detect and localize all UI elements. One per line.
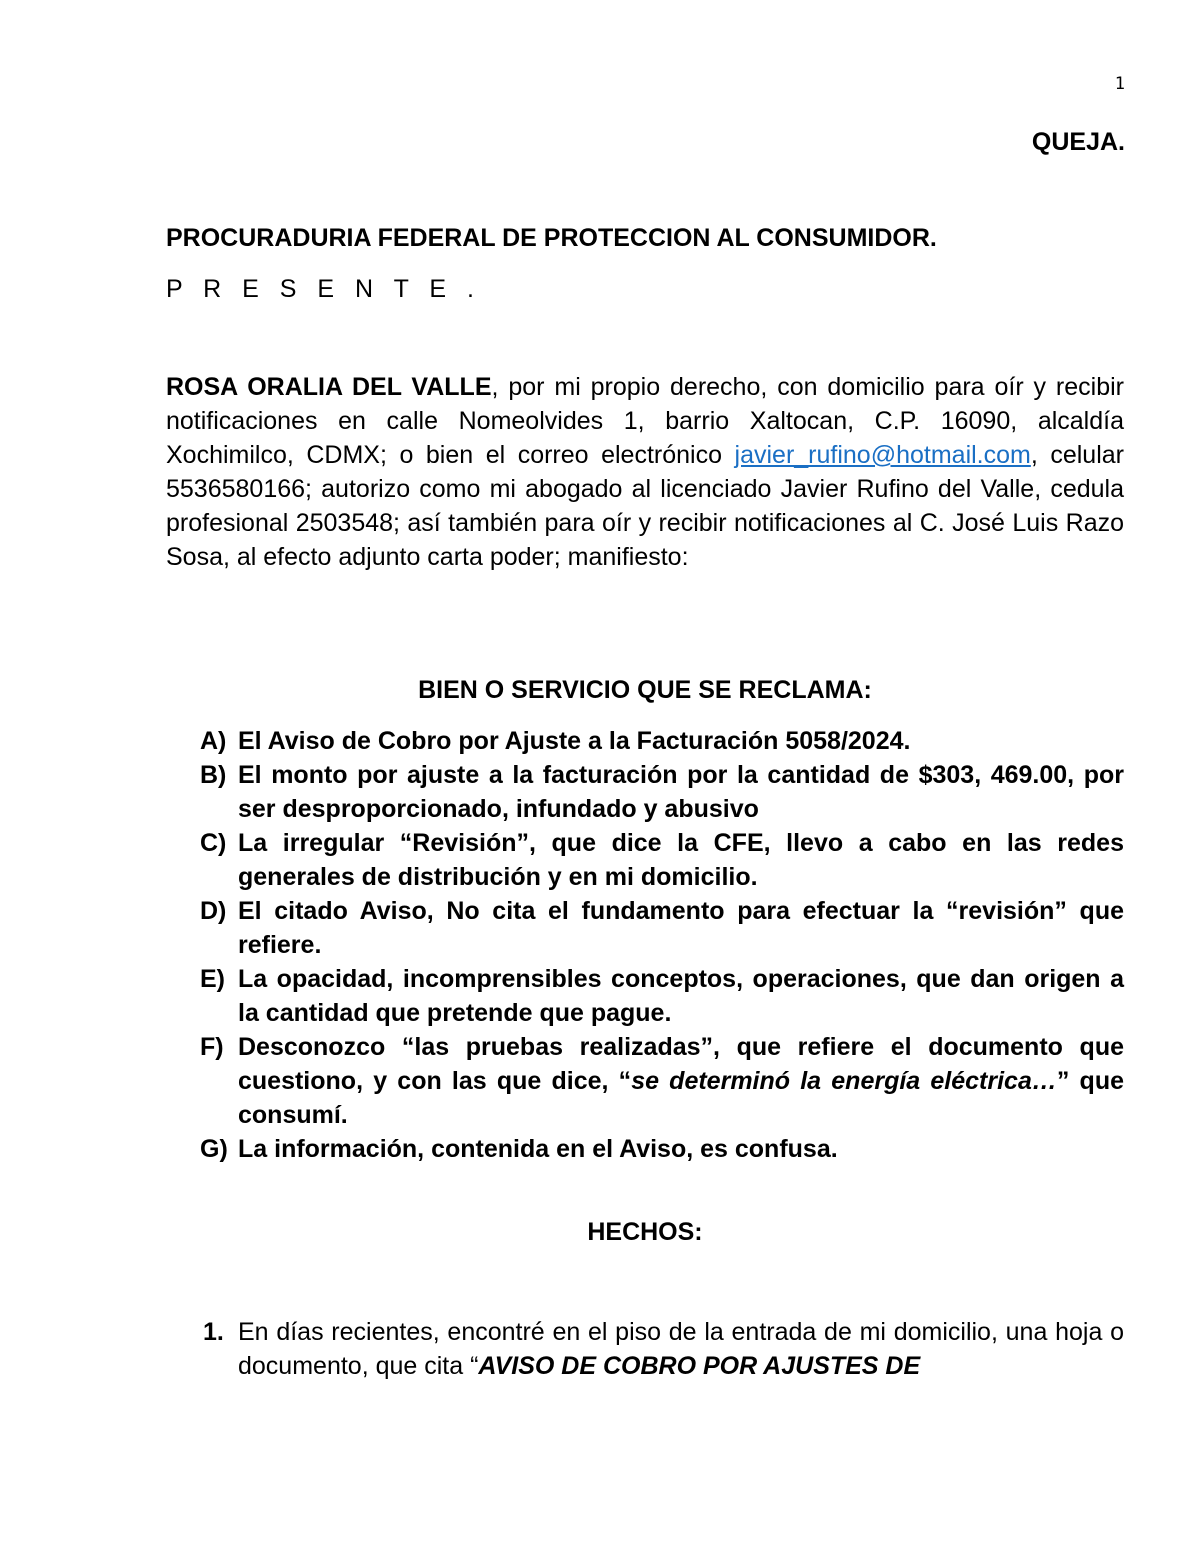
addressee: PROCURADURIA FEDERAL DE PROTECCION AL CONSUMIDOR.: [166, 224, 937, 252]
claim-item-f: [200, 1030, 1124, 1132]
claim-marker: B): [200, 761, 227, 789]
presente-line: P R E S E N T E .: [166, 275, 481, 303]
claim-item-e: [200, 962, 1124, 1030]
claim-text: La información, contenida en el Aviso, es confusa.: [238, 1135, 838, 1163]
intro-text-after-email: , celular 5536580166; autorizo como mi abogado al licenciado Javier Rufino del Valle, cedula profesional 2503548; así también para oír y recibir notificaciones al C. José Luis Razo Sosa, al efecto adjunto carta poder; manifiesto:: [166, 441, 1124, 571]
complainant-name: ROSA ORALIA DEL VALLE: [166, 373, 492, 401]
claim-text: El Aviso de Cobro por Ajuste a la Facturación 5058/2024.: [238, 727, 911, 755]
fact-text: En días recientes, encontré en el piso de la entrada de mi domicilio, una hoja o documento, que cita “: [238, 1318, 1124, 1380]
claim-marker: G): [200, 1135, 228, 1163]
claim-item-g: [200, 1132, 1124, 1166]
claim-marker: D): [200, 897, 227, 925]
claim-marker: F): [200, 1033, 224, 1061]
email-link[interactable]: javier_rufino@hotmail.com: [734, 441, 1031, 469]
claim-text-before: Desconozco “las pruebas realizadas”, que refiere el documento que cuestiono, y con las que dice, “: [238, 1033, 1124, 1095]
intro-text-before-email: , por mi propio derecho, con domicilio para oír y recibir notificaciones en calle Nomeolvides 1, barrio Xaltocan, C.P. 16090, alcaldía Xochimilco, CDMX; o bien el correo electrónico: [166, 373, 1124, 469]
document-title: QUEJA.: [1031, 128, 1125, 156]
claim-text: La irregular “Revisión”, que dice la CFE, llevo a cabo en las redes generales de distribución y en mi domicilio.: [238, 829, 1124, 891]
facts-list: [200, 1315, 1124, 1383]
claim-marker: A): [200, 727, 227, 755]
claim-item-a: [200, 724, 1124, 758]
fact-quote-title: AVISO DE COBRO POR AJUSTES DE: [478, 1352, 921, 1380]
claim-marker: C): [200, 829, 227, 857]
claim-text-italic: se determinó la energía eléctrica…: [631, 1067, 1057, 1095]
page-number: 1: [1114, 74, 1125, 94]
claim-marker: E): [200, 965, 225, 993]
claim-item-c: [200, 826, 1124, 894]
intro-paragraph: [166, 370, 1124, 574]
claims-list: [200, 724, 1124, 1166]
claim-text-after: ” que consumí.: [238, 1067, 1124, 1129]
claim-item-b: [200, 758, 1124, 826]
facts-heading: HECHOS:: [587, 1218, 703, 1246]
claim-text: La opacidad, incomprensibles conceptos, operaciones, que dan origen a la cantidad que pretende que pague.: [238, 965, 1124, 1027]
claim-text: El citado Aviso, No cita el fundamento para efectuar la “revisión” que refiere.: [238, 897, 1124, 959]
claim-text: El monto por ajuste a la facturación por la cantidad de $303, 469.00, por ser desproporcionado, infundado y abusivo: [238, 761, 1124, 823]
fact-marker: 1.: [203, 1318, 224, 1346]
fact-item-1: [200, 1315, 1124, 1383]
claim-item-d: [200, 894, 1124, 962]
claims-heading: BIEN O SERVICIO QUE SE RECLAMA:: [418, 676, 872, 704]
